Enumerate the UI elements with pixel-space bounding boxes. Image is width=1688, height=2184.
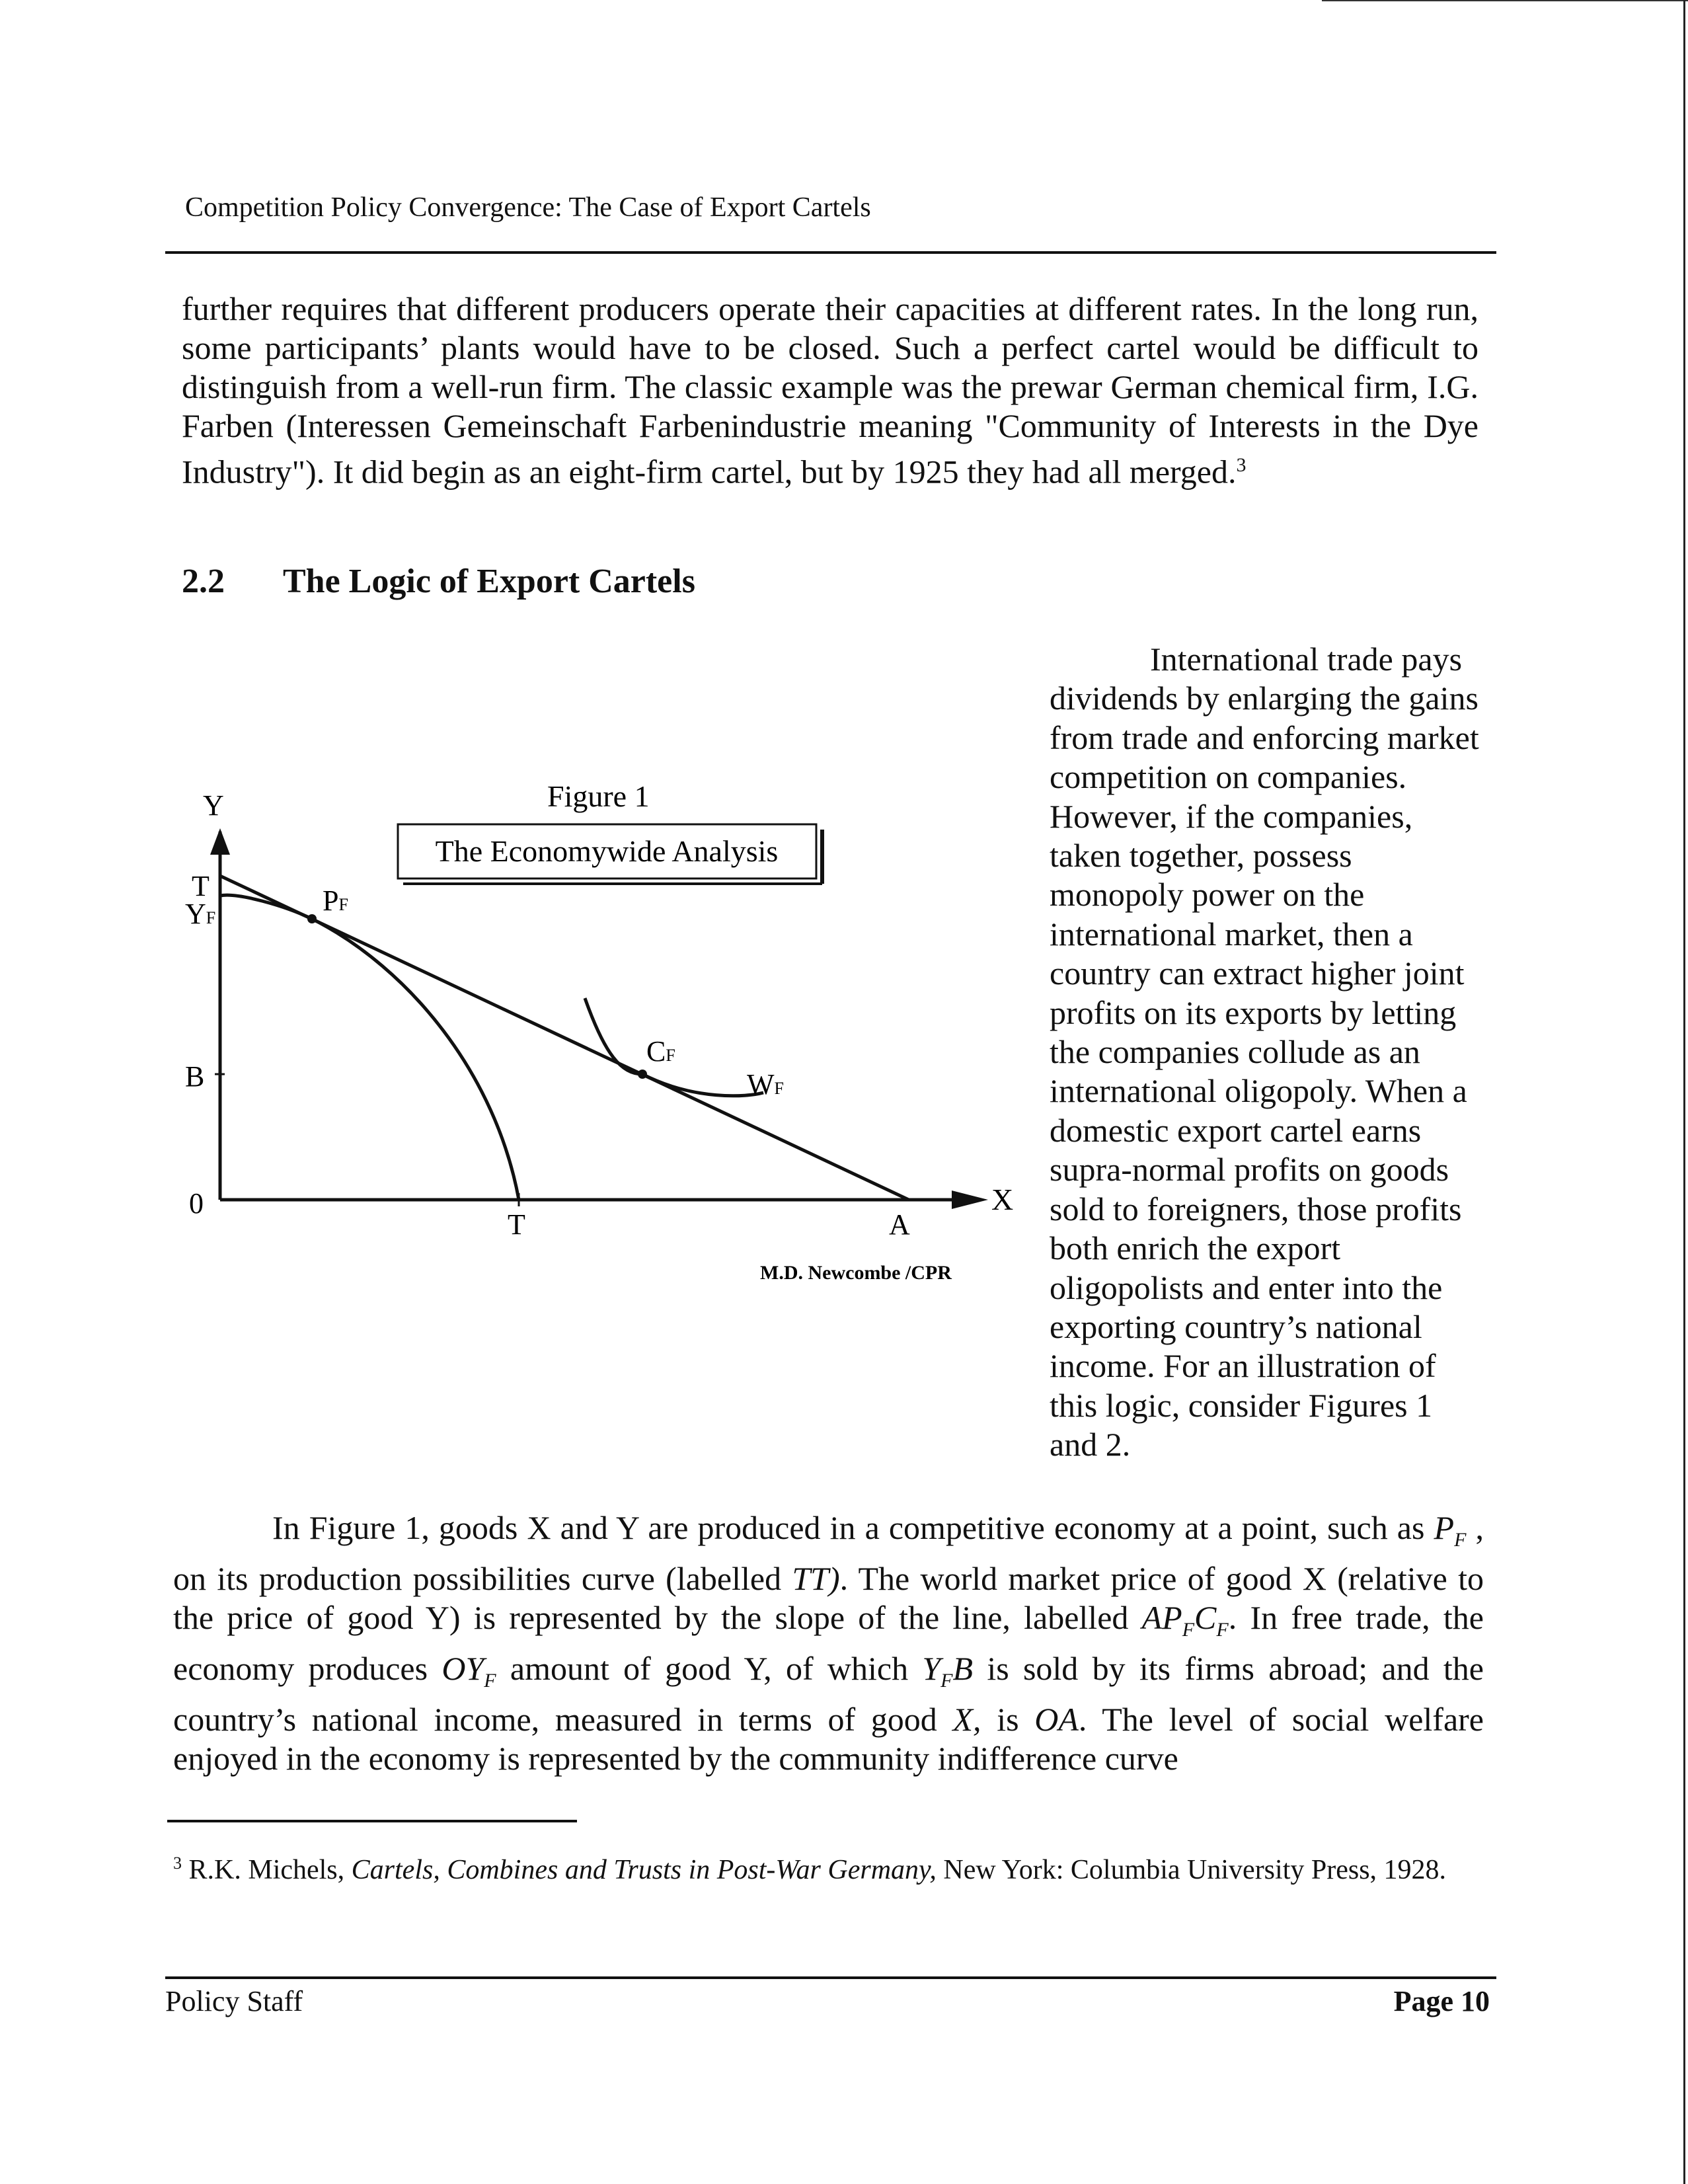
p3-x: X,: [952, 1701, 981, 1738]
paragraph-2: [1050, 640, 1483, 1465]
figure-1: [165, 770, 1038, 1286]
footer-left: Policy Staff: [165, 1985, 303, 2017]
p3-ap-sub: F: [1182, 1619, 1195, 1641]
paragraph-2-first-line: International trade pays: [1150, 641, 1463, 678]
point-pf: [307, 914, 317, 923]
point-cf: [638, 1070, 647, 1079]
p3-oy: OY: [441, 1650, 484, 1687]
footnote-title: Cartels, Combines and Trusts in Post-War Germany,: [351, 1855, 937, 1885]
p3-pf-sub: F: [1454, 1529, 1467, 1551]
paragraph-3: [173, 1508, 1484, 1778]
footnote-ref: 3: [1236, 454, 1247, 476]
p3-text-5: amount of good Y, of which: [496, 1650, 923, 1687]
p3-text-4: . In free trade, the economy produces: [173, 1599, 1484, 1687]
p3-ap: AP: [1141, 1599, 1182, 1636]
axis-label-x: X: [991, 1183, 1014, 1216]
p3-text-1: In Figure 1, goods X and Y are produced in a competitive economy at a point, such as: [272, 1509, 1434, 1546]
label-cf: CF: [646, 1035, 675, 1068]
p3-text-6: is sold by its firms abroad; and the country’s national income, measured in terms of good: [173, 1650, 1484, 1738]
paragraph-1-text: further requires that different producers operate their capacities at different rates. In the long run, some participants’ plants would have to be closed. Such a perfect cartel would be difficult to distinguish from a well-run firm. The classic example was the prewar German chemical firm, I.G. Farben (Interessen Gemeinschaft Farbenindustrie meaning "Community of Interests in the Dye Industry"). It did begin as an eight-firm cartel, but by 1925 they had all merged.: [182, 290, 1478, 490]
p3-yb-b: B: [952, 1650, 974, 1687]
p3-oy-sub: F: [484, 1670, 496, 1692]
p3-c-sub: F: [1216, 1619, 1229, 1641]
paragraph-2-text: dividends by enlarging the gains from trade and enforcing market competition on companies. However, if the companies, taken together, possess monopoly power on the international market, then a country can extract higher joint profits on its exports by letting the companies collude as an international oligopoly. When a domestic export cartel earns supra-normal profits on goods sold to foreigners, those profits both enrich the export oligopolists and enter into the exporting country’s national income. For an illustration of this logic, consider Figures 1 and 2.: [1050, 680, 1479, 1463]
p3-oa: OA: [1034, 1701, 1079, 1738]
scan-edge-top: [1322, 0, 1688, 1]
figure-label: Figure 1: [547, 779, 650, 813]
x-axis-arrow: [952, 1190, 988, 1209]
p3-text-2: , on its production possibilities curve (labelled: [173, 1509, 1484, 1597]
page-number: Page 10: [1393, 1985, 1490, 2017]
figure-1-diagram: [165, 770, 1038, 1286]
scan-edge-right: [1683, 0, 1685, 2184]
footnote-3: [173, 1846, 1484, 1888]
running-head: Competition Policy Convergence: The Case of Export Cartels: [185, 192, 871, 223]
p3-text-8: . The level of social welfare enjoyed in the economy is represented by the community indifference curve: [173, 1701, 1484, 1777]
footnote-rest: New York: Columbia University Press, 1928.: [936, 1855, 1447, 1885]
p3-yb-y: Y: [922, 1650, 941, 1687]
p3-text-3: . The world market price of good X (relative to the price of good Y) is represented by the slope of the line, labelled: [173, 1560, 1484, 1636]
y-axis-arrow: [210, 828, 230, 855]
label-pf: PF: [323, 884, 348, 917]
header-rule: [165, 251, 1496, 254]
section-title: The Logic of Export Cartels: [283, 563, 695, 600]
section-number: 2.2: [182, 563, 225, 600]
p3-yb-sub: F: [940, 1670, 953, 1692]
axis-label-y: Y: [203, 789, 224, 822]
figure-title: The Economywide Analysis: [435, 834, 779, 868]
paragraph-1: [182, 290, 1478, 492]
origin-label: 0: [189, 1187, 204, 1220]
figure-credit: M.D. Newcombe /CPR: [760, 1262, 952, 1284]
footnote-rule: [167, 1820, 577, 1822]
footer-rule: [165, 1976, 1496, 1979]
p3-pf: P: [1434, 1509, 1455, 1546]
footnote-author: R.K. Michels,: [182, 1855, 352, 1885]
label-yf: YF: [185, 898, 216, 930]
label-t-y: T: [192, 870, 210, 902]
production-possibilities-curve: [220, 895, 519, 1200]
label-a: A: [889, 1208, 910, 1241]
p3-tt: TT): [792, 1560, 840, 1597]
footnote-number: 3: [173, 1853, 182, 1873]
p3-text-7: is: [981, 1701, 1035, 1738]
label-b: B: [185, 1060, 205, 1093]
label-wf: WF: [747, 1068, 784, 1101]
p3-c: C: [1194, 1599, 1217, 1636]
label-t-x: T: [508, 1208, 525, 1241]
